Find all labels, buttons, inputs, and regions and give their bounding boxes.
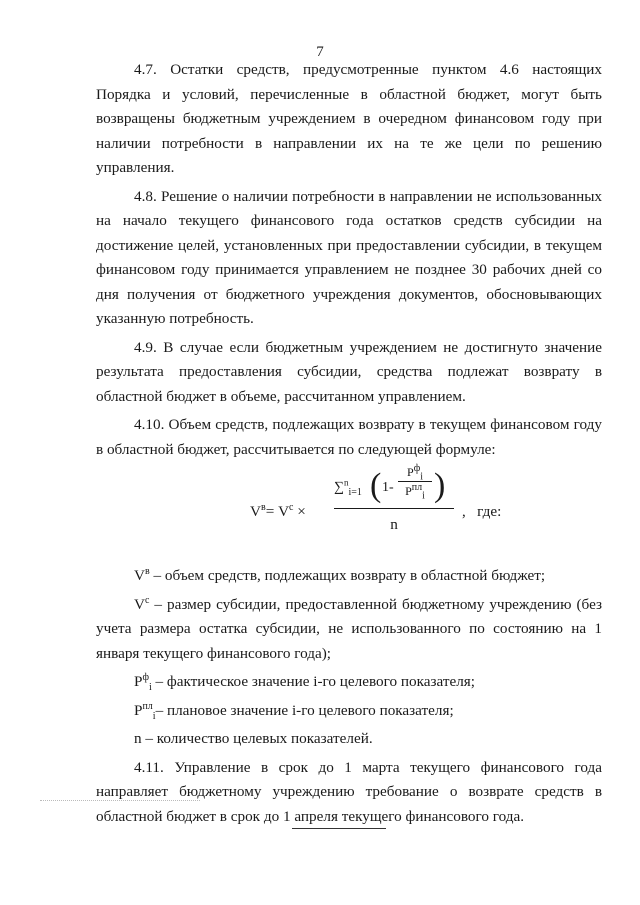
definition-v-subsidy: $V^с$ – размер субсидии, предоставленной бюджетному учреждению (без учета размера остатка субсидии, не использованного по состоянию на 1 января текущего финансового года); (96, 594, 602, 662)
scan-artifact (40, 800, 200, 801)
paragraph-4-8: 4.8. Решение о наличии потребности в направлении не использованных на начало текущего финансового года остатков средств субсидии на достижение целей, установленных при предоставлении субсидии, в текущем финансовом году принимается управлением не позднее 30 рабочих дней со дня получения от бюджетного учреждения документов, обосновывающих указанную потребность. (96, 187, 602, 327)
paragraph-4-9: 4.9. В случае если бюджетным учреждением не достигнуто значение результата предоставления субсидии, средства подлежат возврату в областной бюджет в объеме, рассчитанном управлением. (96, 338, 602, 405)
paragraph-4-11: 4.11. Управление в срок до 1 марта текущего финансового года направляет бюджетному учреждению требование о возврате средств в областной бюджет в срок до 1 апреля текущего финансового года. (96, 758, 602, 825)
footer-rule (292, 828, 386, 829)
paragraph-4-7: 4.7. Остатки средств, предусмотренные пунктом 4.6 настоящих Порядка и условий, перечисленные в областной бюджет, могут быть возвращены бюджетным учреждением в очередном финансовом году при наличии потребности в направлении их на те же цели по решению управления. (96, 61, 602, 176)
formula-lhs: $V^в= V^с$ × (250, 501, 306, 520)
definition-p-fact: $P^ф_i$ – фактическое значение i-го целевого показателя; (134, 671, 476, 694)
definition-n: n – количество целевых показателей. (134, 730, 373, 747)
document-body (96, 58, 602, 833)
definition-p-plan: $P^{пл}_i-$ плановое значение i-го целевого показателя; (134, 700, 454, 722)
paragraph-4-10: 4.10. Объем средств, подлежащих возврату в текущем финансовом году в областной бюджет, рассчитывается по следующей формуле: (96, 416, 602, 458)
formula-denominator: n (390, 516, 398, 533)
formula-where: , где: (462, 503, 502, 520)
definition-v-return: $V^в$ – объем средств, подлежащих возврату в областной бюджет; (134, 565, 546, 584)
return-formula (96, 463, 602, 558)
formula-ratio: $P^ф_i$ $P^{пл}_i$ (398, 464, 432, 499)
formula-fraction (334, 463, 454, 538)
formula-fraction-bar (334, 508, 454, 509)
page-number: 7 (316, 44, 324, 60)
formula-numerator: ∑$^n_{i=1}$ ( 1- $P^ф_i$ $P^{пл}_i$ ) (334, 463, 446, 504)
